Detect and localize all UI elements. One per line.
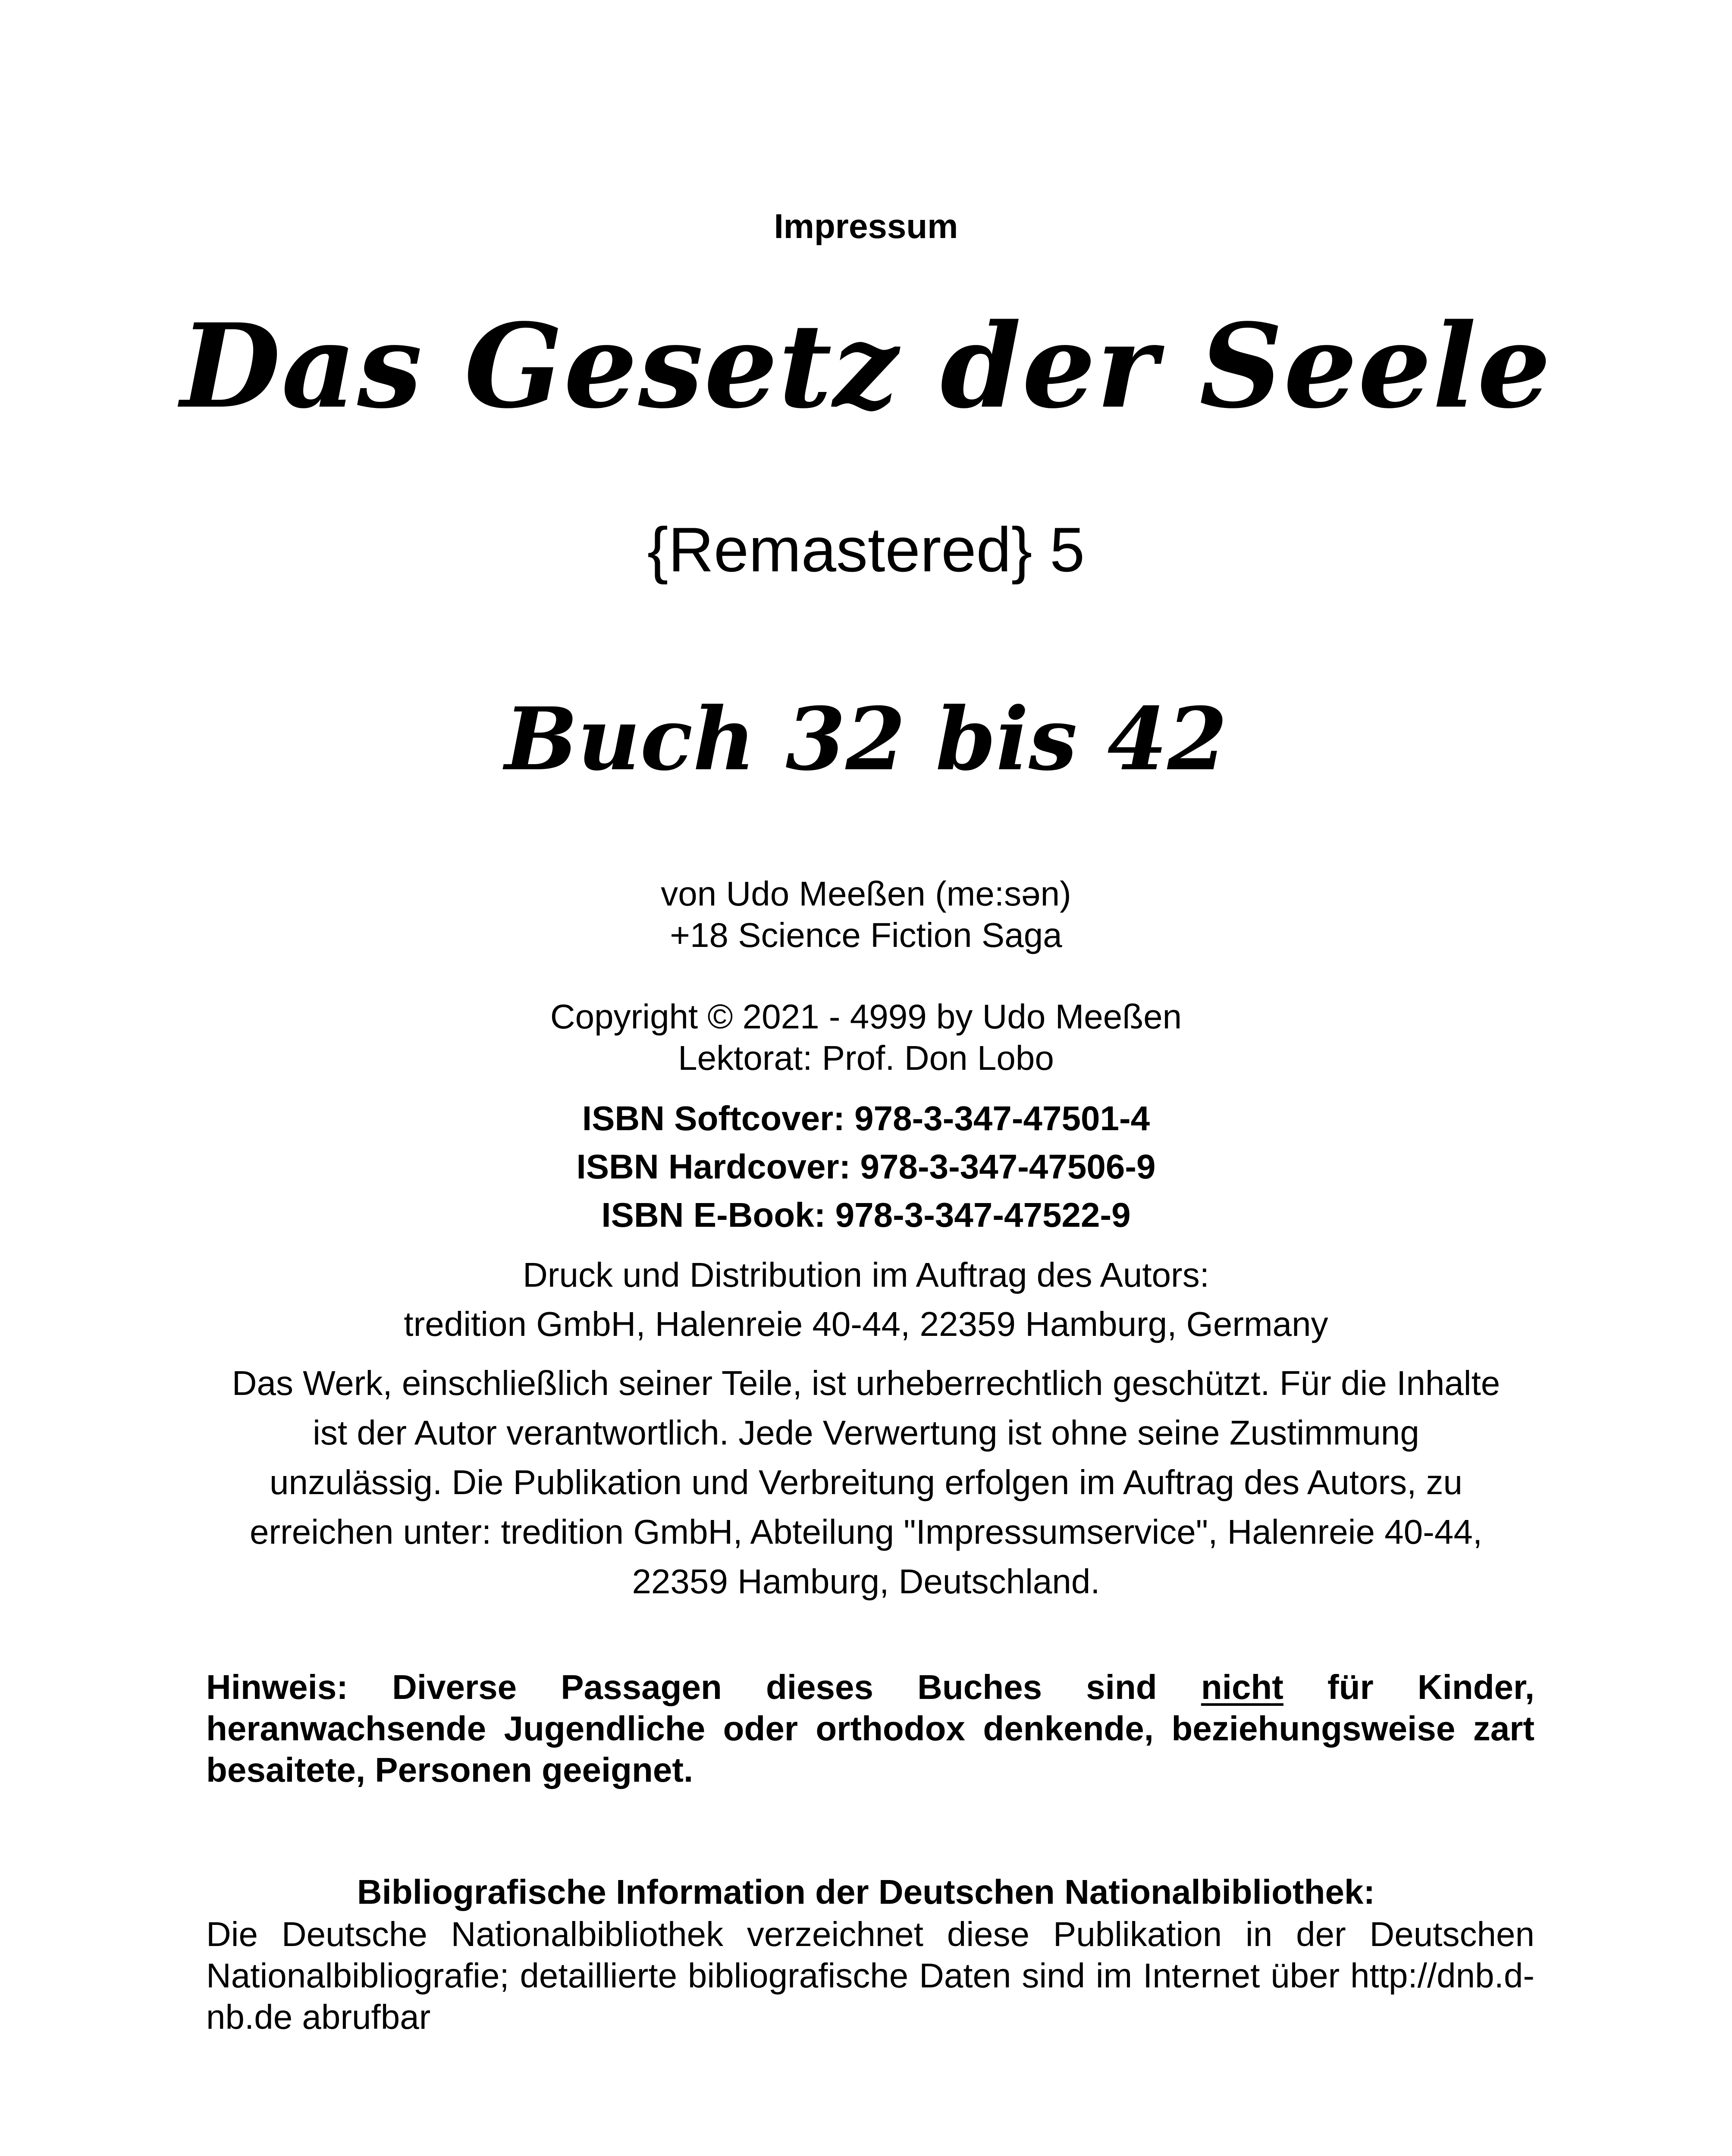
- volume-range: Buch 32 bis 42: [505, 689, 1227, 790]
- editor-line: Lektorat: Prof. Don Lobo: [678, 1039, 1054, 1077]
- book-title: Das Gesetz der Seele: [180, 298, 1552, 434]
- page-heading: Impressum: [774, 207, 958, 245]
- copyright-block: [0, 996, 1732, 1079]
- bibliographic-heading: Bibliografische Information der Deutschen Nationalbibliothek:: [357, 1873, 1375, 1911]
- copyright-line: Copyright © 2021 - 4999 by Udo Meeßen: [550, 997, 1182, 1036]
- bibliographic-text: Die Deutsche Nationalbibliothek verzeichnet diese Publikation in der Deutschen Nationalbibliografie; detaillierte bibliografische Daten sind im Internet über http://dnb.d-nb.de abrufbar: [206, 1915, 1534, 2036]
- publisher-address-line: tredition GmbH, Halenreie 40-44, 22359 Hamburg, Germany: [404, 1305, 1328, 1343]
- print-line: Druck und Distribution im Auftrag des Autors:: [523, 1256, 1209, 1294]
- isbn-block: [0, 1094, 1732, 1239]
- print-distribution-block: [0, 1250, 1732, 1349]
- rights-line: unzulässig. Die Publikation und Verbreitung erfolgen im Auftrag des Autors, zu: [269, 1463, 1463, 1501]
- rights-line: erreichen unter: tredition GmbH, Abteilung "Impressumservice", Halenreie 40-44,: [249, 1513, 1483, 1551]
- genre-line: +18 Science Fiction Saga: [670, 916, 1062, 954]
- isbn-softcover: ISBN Softcover: 978-3-347-47501-4: [582, 1099, 1150, 1138]
- warning-emphasis: nicht: [1201, 1668, 1283, 1706]
- isbn-hardcover: ISBN Hardcover: 978-3-347-47506-9: [576, 1147, 1156, 1186]
- author-block: [0, 873, 1732, 956]
- book-subtitle: {Remastered} 5: [647, 514, 1085, 585]
- warning-text-end: für Kinder, heranwachsende Jugendliche oder orthodox denkende, beziehungsweise zart besaitete, Personen geeignet.: [206, 1668, 1534, 1789]
- rights-line: Das Werk, einschließlich seiner Teile, ist urheberrechtlich geschützt. Für die Inhalte: [232, 1364, 1500, 1402]
- warning-text-start: Hinweis: Diverse Passagen dieses Buches sind: [206, 1668, 1201, 1706]
- isbn-ebook: ISBN E-Book: 978-3-347-47522-9: [601, 1196, 1131, 1234]
- content-warning: [206, 1667, 1534, 1791]
- copyright-notice: [0, 1358, 1732, 1606]
- author-line: von Udo Meeßen (me:sən): [661, 874, 1071, 913]
- rights-line: 22359 Hamburg, Deutschland.: [632, 1562, 1100, 1601]
- rights-line: ist der Autor verantwortlich. Jede Verwertung ist ohne seine Zustimmung: [313, 1413, 1419, 1452]
